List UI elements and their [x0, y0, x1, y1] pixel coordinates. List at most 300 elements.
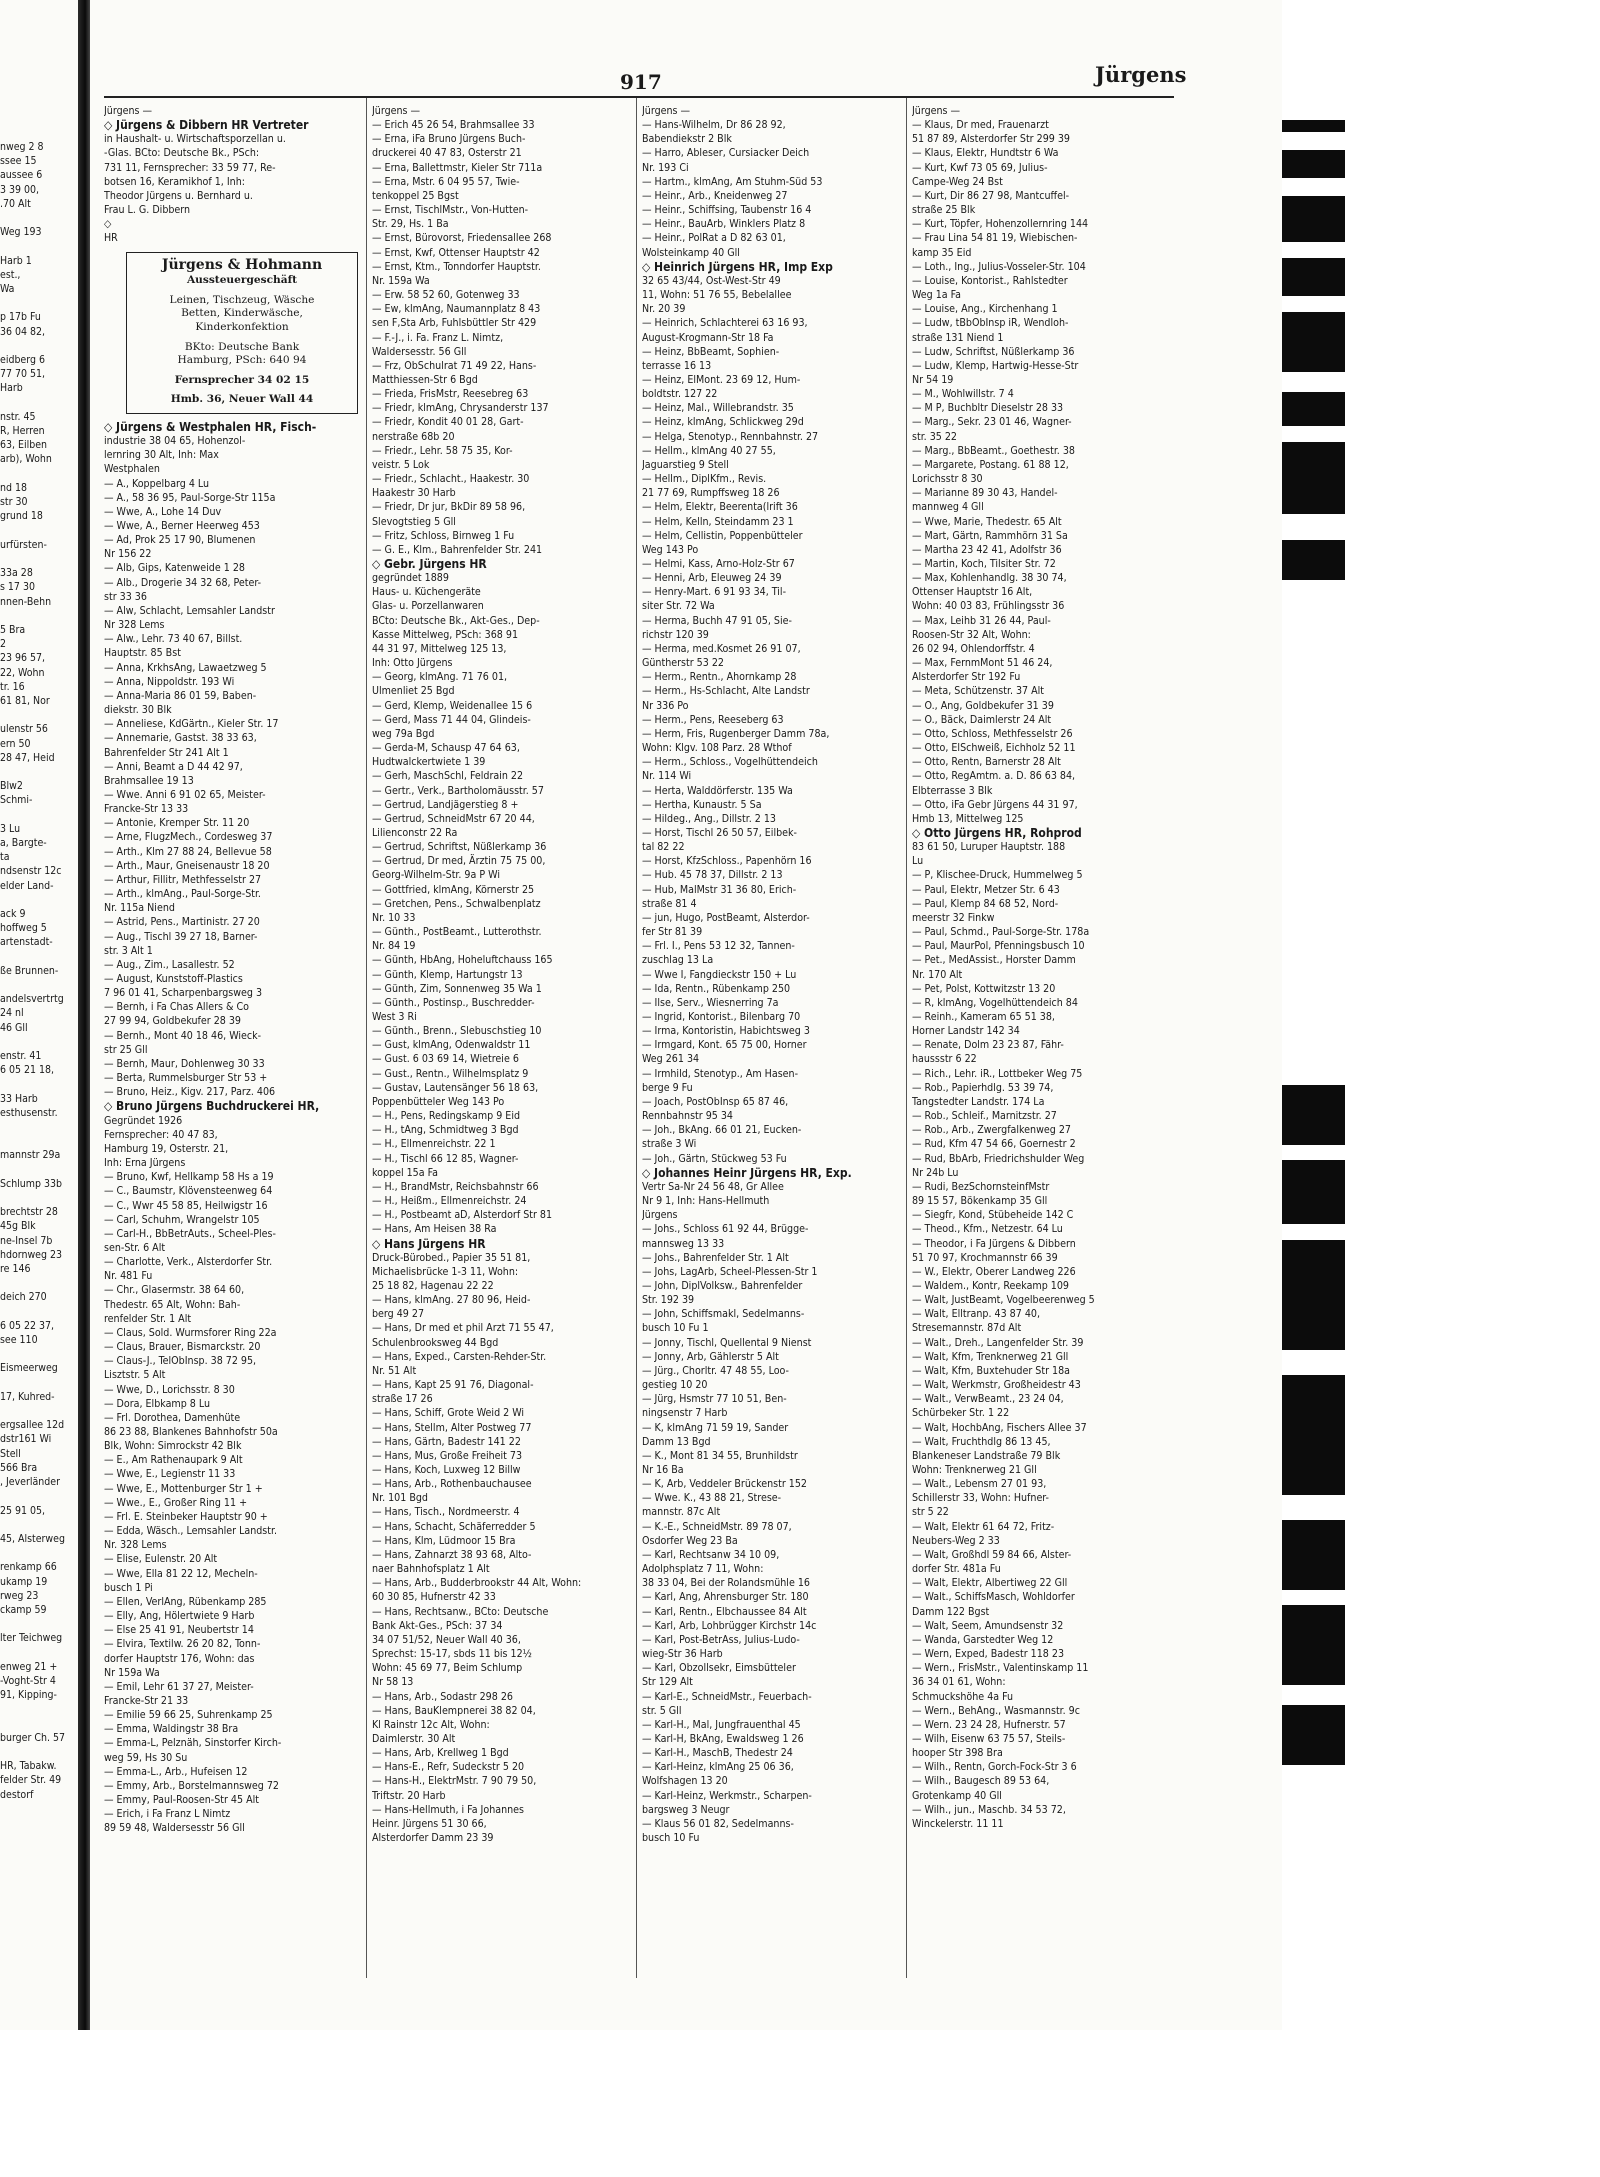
directory-entry: Schulenbrooksweg 44 Bgd [372, 1336, 499, 1349]
margin-fragment: brechtstr 28 [0, 1206, 58, 1219]
directory-entry: — Günth, HbAng, Hoheluftchauss 165 [372, 954, 553, 967]
directory-entry: — Meta, Schützenstr. 37 Alt [912, 685, 1045, 698]
directory-column-4 [912, 104, 1172, 1984]
directory-entry: haussstr 6 22 [912, 1053, 977, 1066]
margin-fragment: nd 18 [0, 481, 28, 494]
directory-entry: Weg 261 34 [642, 1053, 700, 1066]
directory-entry: — Jürg, Hsmstr 77 10 51, Ben- [642, 1393, 787, 1406]
margin-fragment: Schlump 33b [0, 1177, 63, 1190]
directory-entry: Wolsteinkamp 40 Gll [642, 246, 740, 259]
directory-entry: — Max, FernmMont 51 46 24, [912, 657, 1053, 670]
directory-entry: — Heinz, BbBeamt, Sophien- [642, 345, 780, 358]
directory-entry: — Ingrid, Kontorist., Bilenbarg 70 [642, 1011, 801, 1023]
directory-entry: — Hans, Dr med et phil Arzt 71 55 47, [372, 1322, 554, 1335]
margin-fragment [0, 1489, 78, 1503]
directory-entry: — Ernst, Ktm., Tonndorfer Hauptstr. [372, 260, 541, 273]
directory-entry: — Hellm., DiplKfm., Revis. [642, 473, 767, 486]
margin-fragment: ckamp 59 [0, 1603, 47, 1616]
directory-entry: — Wilh., Rentn, Gorch-Fock-Str 3 6 [912, 1761, 1077, 1774]
directory-entry: 32 65 43/44, Ost-West-Str 49 [642, 274, 781, 287]
directory-entry: — Friedr, klmAng, Chrysanderstr 137 [372, 402, 549, 415]
directory-entry: 51 87 89, Alsterdorfer Str 299 39 [912, 133, 1070, 146]
margin-fragment: grund 18 [0, 510, 43, 523]
directory-entry: straße 81 4 [642, 897, 697, 910]
directory-entry: — Rob., Papierhdlg. 53 39 74, [912, 1081, 1054, 1094]
directory-entry: -Glas. BCto: Deutsche Bk., PSch: [104, 147, 260, 160]
directory-entry: Nr 159a Wa [104, 1666, 160, 1679]
directory-entry: — Hans, Tisch., Nordmeerstr. 4 [372, 1506, 520, 1519]
directory-entry: — Wwe. K., 43 88 21, Strese- [642, 1492, 782, 1505]
margin-fragment: 36 04 82, [0, 325, 46, 338]
directory-entry: — H., Pens, Redingskamp 9 Eid [372, 1110, 521, 1123]
directory-entry: — Günth., Brenn., Slebuschstieg 10 [372, 1025, 542, 1038]
directory-entry: — Claus-J., TelObInsp. 38 72 95, [104, 1355, 257, 1368]
directory-entry: Haus- u. Küchengeräte [372, 586, 481, 599]
ad-company-name: Jürgens & Hohmann [161, 256, 323, 273]
directory-entry: 51 70 97, Krochmannstr 66 39 [912, 1251, 1058, 1264]
margin-fragment [0, 950, 78, 964]
directory-entry: — H., Postbeamt aD, Alsterdorf Str 81 [372, 1209, 553, 1222]
directory-entry: Nr. 159a Wa [372, 274, 430, 287]
directory-entry: Alsterdorfer Damm 23 39 [372, 1832, 494, 1845]
directory-entry: — Irmgard, Kont. 65 75 00, Horner [642, 1039, 807, 1052]
directory-entry: — Wwe, E., Legienstr 11 33 [104, 1468, 236, 1481]
scan-margin-right [1345, 0, 1600, 2177]
directory-entry: ◇ Otto Jürgens HR, Rohprod [912, 825, 1082, 840]
directory-entry: Wohn: Klgv. 108 Parz. 28 Wthof [642, 742, 792, 755]
directory-entry: — Ellen, VerlAng, Rübenkamp 285 [104, 1595, 267, 1608]
directory-entry: — Joh., BkAng. 66 01 21, Eucken- [642, 1124, 802, 1137]
directory-entry: — Otto, Rentn, Barnerstr 28 Alt [912, 756, 1061, 769]
directory-entry: ◇ Gebr. Jürgens HR [372, 557, 487, 571]
directory-entry: straße 131 Niend 1 [912, 331, 1004, 344]
directory-entry: — Wwe. Anni 6 91 02 65, Meister- [104, 788, 266, 801]
directory-entry: — Hans, BauKlempnerei 38 82 04, [372, 1704, 536, 1717]
directory-entry: — Hartm., klmAng, Am Stuhm-Süd 53 [642, 175, 823, 188]
directory-entry: — Bernh., Mont 40 18 46, Wieck- [104, 1029, 262, 1042]
directory-entry: — Rich., Lehr. iR., Lottbeker Weg 75 [912, 1067, 1083, 1080]
directory-entry: — Chr., Glasermstr. 38 64 60, [104, 1284, 245, 1297]
thumb-index-mark [1282, 258, 1345, 296]
directory-entry: — Arth., Maur, Gneisenaustr 18 20 [104, 859, 270, 872]
margin-fragment [0, 239, 78, 253]
directory-entry: 89 59 48, Waldersesstr 56 Gll [104, 1822, 245, 1835]
ad-line: Betten, Kinderwäsche, [181, 307, 303, 320]
directory-entry: — Walt, Elektr 61 64 72, Fritz- [912, 1520, 1055, 1533]
margin-fragment: Weg 193 [0, 226, 42, 239]
directory-entry: — Ernst, Kwf, Ottenser Hauptstr 42 [372, 246, 540, 259]
directory-entry: — Karl-Heinz, klmAng 25 06 36, [642, 1761, 794, 1774]
directory-entry: — Horst, Tischl 26 50 57, Eilbek- [642, 826, 797, 839]
margin-fragment [0, 211, 78, 225]
directory-entry: — Heinr., PolRat a D 82 63 01, [642, 232, 786, 245]
directory-entry: — O., Bäck, Daimlerstr 24 Alt [912, 713, 1052, 726]
directory-entry: Grotenkamp 40 Gll [912, 1789, 1002, 1802]
directory-entry: — Emma-L, Pelznäh, Sinstorfer Kirch- [104, 1737, 282, 1750]
directory-entry: 21 77 69, Rumpffsweg 18 26 [642, 487, 780, 500]
directory-entry: — Siegfr, Kond, Stübeheide 142 C [912, 1209, 1074, 1222]
directory-entry: — Gertrud, SchneidMstr 67 20 44, [372, 812, 535, 825]
margin-fragment [0, 765, 78, 779]
margin-fragment: nnen-Behn [0, 595, 52, 608]
thumb-index-mark [1282, 1240, 1345, 1350]
directory-entry: — Wwe, A., Lohe 14 Duv [104, 505, 222, 518]
margin-fragment [0, 978, 78, 992]
directory-entry: — Anna, Nippoldstr. 193 Wi [104, 675, 235, 688]
directory-entry: — Kurt, Kwf 73 05 69, Julius- [912, 161, 1048, 174]
directory-entry: — Theodor, i Fa Jürgens & Dibbern [912, 1237, 1076, 1250]
directory-entry: Str. 29, Hs. 1 Ba [372, 218, 449, 231]
margin-fragment [0, 1646, 78, 1660]
directory-entry: Jürgens — [912, 105, 961, 117]
directory-entry: — Gerd, Mass 71 44 04, Glindeis- [372, 713, 531, 726]
thumb-index-mark [1282, 120, 1345, 132]
margin-fragment: str 30 [0, 496, 28, 509]
margin-fragment: 28 47, Heid [0, 751, 55, 764]
directory-entry: — Hub. 45 78 37, Dillstr. 2 13 [642, 869, 783, 882]
directory-entry: — August, Kunststoff-Plastics [104, 973, 243, 985]
margin-fragment: Harb [0, 382, 23, 395]
directory-entry: — Walt., SchiffsMasch, Wohldorfer [912, 1591, 1075, 1604]
directory-entry: Lisztstr. 5 Alt [104, 1369, 166, 1382]
directory-entry: kamp 35 Eid [912, 246, 972, 259]
directory-entry: — Walt, JustBeamt, Vogelbeerenweg 5 [912, 1294, 1095, 1307]
directory-entry: August-Krogmann-Str 18 Fa [642, 331, 774, 344]
directory-entry: — Gertrud, Dr med, Ärztin 75 75 00, [372, 855, 546, 868]
directory-entry: Gegründet 1926 [104, 1114, 183, 1127]
ad-bank: BKto: Deutsche Bank [184, 340, 300, 353]
margin-fragment [0, 708, 78, 722]
margin-fragment: see 110 [0, 1334, 38, 1347]
directory-entry: — Erich 45 26 54, Brahmsallee 33 [372, 119, 535, 132]
directory-entry: terrasse 16 13 [642, 359, 712, 372]
directory-entry: — Wilh., Baugesch 89 53 64, [912, 1775, 1050, 1788]
directory-entry: — Günth., PostBeamt., Lutterothstr. [372, 926, 542, 939]
directory-entry: — jun, Hugo, PostBeamt, Alsterdor- [642, 911, 810, 924]
margin-fragment [0, 1717, 78, 1731]
directory-entry: 34 07 51/52, Neuer Wall 40 36, [372, 1633, 521, 1646]
directory-entry: Hamburg 19, Osterstr. 21, [104, 1142, 229, 1155]
directory-entry: — Gottfried, klmAng, Körnerstr 25 [372, 883, 535, 896]
directory-entry: Brahmsallee 19 13 [104, 774, 194, 787]
directory-entry: — Hans, Zahnarzt 38 93 68, Alto- [372, 1548, 532, 1561]
margin-fragment: 22, Wohn [0, 666, 45, 679]
directory-entry: diekstr. 30 Blk [104, 704, 172, 717]
directory-entry: Str 129 Alt [642, 1676, 693, 1689]
directory-entry: — Wern., BehAng., Wasmannstr. 9c [912, 1704, 1080, 1717]
directory-entry: — Aug., Zim., Lasallestr. 52 [104, 958, 235, 971]
directory-entry: Lorichsstr 8 30 [912, 473, 983, 486]
directory-entry: Bank Akt-Ges., PSch: 37 34 [372, 1619, 503, 1632]
directory-entry: Schürbeker Str. 1 22 [912, 1407, 1010, 1420]
directory-entry: Druck-Bürobed., Papier 35 51 81, [372, 1251, 531, 1264]
directory-entry: Roosen-Str 32 Alt, Wohn: [912, 628, 1031, 641]
thumb-index-mark [1282, 1085, 1345, 1145]
directory-entry: — Emilie 59 66 25, Suhrenkamp 25 [104, 1709, 273, 1722]
margin-fragment [0, 1134, 78, 1148]
margin-fragment [0, 1120, 78, 1134]
directory-entry: — A., 58 36 95, Paul-Sorge-Str 115a [104, 491, 276, 504]
margin-fragment: 46 Gll [0, 1021, 28, 1034]
directory-entry: Neubers-Weg 2 33 [912, 1534, 1000, 1547]
ad-phone: Fernsprecher 34 02 15 [174, 373, 310, 386]
directory-entry: ◇ Hans Jürgens HR [372, 1236, 486, 1251]
directory-entry: — Alw, Schlacht, Lemsahler Landstr [104, 604, 275, 617]
directory-entry: Michaelisbrücke 1-3 11, Wohn: [372, 1265, 519, 1278]
directory-entry: — Walt., VerwBeamt., 23 24 04, [912, 1393, 1064, 1406]
directory-entry: — Walt., Dreh., Langenfelder Str. 39 [912, 1336, 1084, 1349]
directory-entry: — Anneliese, KdGärtn., Kieler Str. 17 [104, 718, 279, 731]
directory-entry: — Wwe, Ella 81 22 12, Mecheln- [104, 1567, 258, 1580]
directory-entry: — John, DiplVolksw., Bahrenfelder [642, 1279, 803, 1292]
margin-fragment [0, 1163, 78, 1177]
margin-fragment: R, Herren [0, 425, 45, 438]
directory-entry: busch 1 Pi [104, 1581, 153, 1594]
directory-entry: Tangstedter Landstr. 174 La [912, 1095, 1045, 1108]
directory-entry: — Carl-H., BbBetrAuts., Scheel-Ples- [104, 1227, 276, 1240]
directory-entry: — Marg., Sekr. 23 01 46, Wagner- [912, 416, 1072, 429]
margin-fragment: Stell [0, 1447, 21, 1460]
margin-fragment [0, 1077, 78, 1091]
directory-entry: — Ew, klmAng, Naumannplatz 8 43 [372, 303, 541, 316]
margin-fragment: -Voght-Str 4 [0, 1674, 56, 1687]
directory-entry: Damm 122 Bgst [912, 1605, 990, 1618]
thumb-index-mark [1282, 1605, 1345, 1685]
directory-entry: — Martha 23 42 41, Adolfstr 36 [912, 543, 1062, 556]
margin-fragment [0, 296, 78, 310]
directory-entry: — Helm, Cellistin, Poppenbütteler [642, 529, 803, 542]
directory-entry: — A., Koppelbarg 4 Lu [104, 477, 210, 490]
directory-entry: — Otto, RegAmtm. a. D. 86 63 84, [912, 770, 1076, 783]
directory-entry: — Kurt, Dir 86 27 98, Mantcuffel- [912, 189, 1070, 202]
directory-entry: Hudtwalckertwiete 1 39 [372, 756, 486, 769]
header-rule [104, 96, 1174, 98]
directory-entry: — H., Heißm., Ellmenreichstr. 24 [372, 1195, 527, 1208]
directory-entry: — Bruno, Kwf, Hellkamp 58 Hs a 19 [104, 1171, 274, 1184]
directory-entry: Wohn: Trenknerweg 21 Gll [912, 1464, 1037, 1476]
directory-entry: — Helm, Kelln, Steindamm 23 1 [642, 515, 794, 528]
ad-address: Hmb. 36, Neuer Wall 44 [170, 393, 314, 406]
directory-entry: Güntherstr 53 22 [642, 657, 724, 670]
directory-entry: — Marianne 89 30 43, Handel- [912, 487, 1058, 500]
margin-fragment [0, 1035, 78, 1049]
running-head: Jürgens [1095, 62, 1187, 87]
directory-entry: — Henry-Mart. 6 91 93 34, Til- [642, 586, 787, 599]
directory-entry: Nr 54 19 [912, 373, 954, 386]
thumb-index-mark [1282, 196, 1345, 242]
directory-entry: richstr 120 39 [642, 628, 709, 641]
directory-entry: bargsweg 3 Neugr [642, 1803, 730, 1816]
margin-fragment [0, 1702, 78, 1716]
directory-entry: — Marg., BbBeamt., Goethestr. 38 [912, 444, 1075, 457]
directory-entry: — Herma, med.Kosmet 26 91 07, [642, 642, 801, 655]
directory-entry: str. 3 Alt 1 [104, 944, 153, 957]
ad-line: Leinen, Tischzeug, Wäsche [169, 293, 315, 306]
directory-entry: — John, Schiffsmakl, Sedelmanns- [642, 1308, 805, 1321]
margin-fragment [0, 609, 78, 623]
directory-entry: — Joach, PostObInsp 65 87 46, [642, 1095, 789, 1108]
directory-entry: — Hans-E., Refr, Sudeckstr 5 20 [372, 1761, 525, 1774]
directory-entry: — Wilh., jun., Maschb. 34 53 72, [912, 1803, 1066, 1816]
directory-entry: — Arth., Klm 27 88 24, Bellevue 58 [104, 845, 272, 858]
directory-entry: — Pet., MedAssist., Horster Damm [912, 954, 1076, 967]
margin-fragment: enweg 21 + [0, 1660, 58, 1673]
thumb-index-mark [1282, 540, 1345, 580]
directory-entry: straße 25 Blk [912, 204, 976, 217]
directory-entry: Thedestr. 65 Alt, Wohn: Bah- [104, 1298, 241, 1311]
directory-entry: mannweg 4 Gll [912, 501, 984, 514]
directory-entry: — Wilh, Eisenw 63 75 57, Steils- [912, 1732, 1066, 1745]
directory-entry: — Alb., Drogerie 34 32 68, Peter- [104, 576, 262, 589]
directory-entry: — Walt, Werkmstr, Großheidestr 43 [912, 1379, 1081, 1392]
directory-entry: str 5 22 [912, 1506, 949, 1519]
directory-entry: — Hans, Rechtsanw., BCto: Deutsche [372, 1605, 549, 1618]
directory-entry: 89 15 57, Bökenkamp 35 Gll [912, 1195, 1048, 1208]
directory-entry: — Ida, Rentn., Rübenkamp 250 [642, 982, 791, 995]
margin-fragment [0, 1546, 78, 1560]
directory-entry: — Martin, Koch, Tilsiter Str. 72 [912, 558, 1056, 570]
directory-entry: West 3 Ri [372, 1011, 417, 1023]
directory-entry: — F.-J., i. Fa. Franz L. Nimtz, [372, 331, 504, 344]
directory-entry: — Otto, iFa Gebr Jürgens 44 31 97, [912, 798, 1078, 811]
directory-entry: — Walt, Kfm, Trenknerweg 21 Gll [912, 1350, 1069, 1363]
directory-entry: — Gerda-M, Schausp 47 64 63, [372, 742, 520, 755]
directory-entry: — Elise, Eulenstr. 20 Alt [104, 1553, 218, 1566]
directory-entry: — H., BrandMstr, Reichsbahnstr 66 [372, 1180, 539, 1193]
directory-entry: Ulmenliet 25 Bgd [372, 685, 455, 698]
directory-entry: — Jonny, Tischl, Quellental 9 Nienst [642, 1336, 812, 1349]
directory-entry: Nr. 328 Lems [104, 1539, 167, 1552]
directory-entry: 26 02 94, Ohlendorffstr. 4 [912, 642, 1035, 655]
directory-entry: Wohn: 45 69 77, Beim Schlump [372, 1662, 523, 1675]
directory-entry: mannstr. 87c Alt [642, 1506, 721, 1519]
margin-fragment [0, 1276, 78, 1290]
column-divider [366, 98, 367, 1978]
directory-entry: — Erw. 58 52 60, Gotenweg 33 [372, 289, 520, 302]
directory-entry: lernring 30 Alt, Inh: Max [104, 449, 219, 462]
directory-entry: — Helmi, Kass, Arno-Holz-Str 67 [642, 558, 795, 570]
margin-fragment [0, 808, 78, 822]
directory-entry: — Helm, Elektr, Beerenta(lrift 36 [642, 501, 798, 514]
directory-entry: — Hans, Gärtn, Badestr 141 22 [372, 1435, 521, 1448]
directory-entry: — Paul, Klemp 84 68 52, Nord- [912, 897, 1059, 910]
directory-entry: — G. E., Klm., Bahrenfelder Str. 241 [372, 543, 543, 556]
margin-fragment [0, 523, 78, 537]
directory-entry: — C., Baumstr, Klövensteenweg 64 [104, 1185, 273, 1198]
directory-entry: busch 10 Fu 1 [642, 1322, 709, 1335]
margin-fragment: 566 Bra [0, 1461, 38, 1474]
margin-fragment [0, 1347, 78, 1361]
page-number: 917 [620, 70, 662, 94]
margin-fragment: 63, Eilben [0, 439, 48, 452]
margin-fragment: arb), Wohn [0, 453, 52, 466]
directory-entry: — Rud, BbArb, Friedrichshulder Weg [912, 1152, 1085, 1165]
directory-entry: Osdorfer Weg 23 Ba [642, 1534, 738, 1547]
directory-entry: — Heinz, ElMont. 23 69 12, Hum- [642, 373, 801, 386]
margin-fragment: elder Land- [0, 879, 54, 892]
directory-column-2 [372, 104, 632, 1984]
directory-entry: — Ernst, Bürovorst, Friedensallee 268 [372, 232, 552, 245]
directory-entry: — Hub, MalMstr 31 36 80, Erich- [642, 883, 797, 896]
directory-entry: — Bruno, Heiz., Kigv. 217, Parz. 406 [104, 1086, 276, 1099]
thumb-index-mark [1282, 1375, 1345, 1495]
directory-entry: Nr. 481 Fu [104, 1270, 153, 1283]
margin-fragment [0, 1376, 78, 1390]
directory-entry: — Heinr., Schiffsing, Taubenstr 16 4 [642, 204, 812, 217]
directory-entry: — Rob., Arb., Zwergfalkenweg 27 [912, 1124, 1071, 1137]
directory-entry: boldtstr. 127 22 [642, 388, 718, 401]
directory-entry: Wohn: 40 03 83, Frühlingsstr 36 [912, 600, 1065, 613]
directory-entry: Jürgens [642, 1209, 678, 1222]
margin-fragment: nweg 2 8 [0, 141, 44, 153]
margin-fragment: .70 Alt [0, 197, 31, 210]
directory-entry: 44 31 97, Mittelweg 125 13, [372, 642, 507, 655]
directory-entry: Slevogtstieg 5 Gll [372, 515, 456, 528]
directory-entry: — Hans, Kapt 25 91 76, Diagonal- [372, 1379, 534, 1392]
directory-entry: — Else 25 41 91, Neubertstr 14 [104, 1624, 254, 1637]
directory-entry: Nr 24b Lu [912, 1166, 959, 1179]
margin-fragment: Wa [0, 283, 15, 296]
directory-entry: — Edda, Wäsch., Lemsahler Landstr. [104, 1525, 277, 1538]
directory-entry: 86 23 88, Blankenes Bahnhofstr 50a [104, 1426, 278, 1438]
directory-entry: — Günth, Klemp, Hartungstr 13 [372, 968, 523, 981]
directory-entry: Lu [912, 855, 924, 868]
directory-entry: — Loth., Ing., Julius-Vosseler-Str. 104 [912, 260, 1086, 273]
directory-entry: — Karl, Ang, Ahrensburger Str. 180 [642, 1591, 809, 1604]
directory-entry: — Bernh, i Fa Chas Allers & Co [104, 1001, 249, 1014]
directory-entry: — Johs., Schloss 61 92 44, Brügge- [642, 1223, 809, 1236]
directory-entry: — Gertrud, Landjägerstieg 8 + [372, 798, 519, 811]
directory-entry: — Frl. I., Pens 53 12 32, Tannen- [642, 940, 795, 953]
margin-fragment: Blw2 [0, 780, 23, 793]
directory-entry: — Hans, Klm, Lüdmoor 15 Bra [372, 1534, 516, 1547]
directory-entry: 731 11, Fernsprecher: 33 59 77, Re- [104, 161, 276, 174]
margin-fragment [0, 1191, 78, 1205]
margin-fragment: 3 Lu [0, 822, 21, 835]
previous-page-margin [0, 140, 78, 1930]
directory-entry: — Ernst, TischlMstr., Von-Hutten- [372, 204, 529, 217]
directory-entry: — Joh., Gärtn, Stückweg 53 Fu [642, 1152, 787, 1165]
directory-entry: — Karl, Obzollsekr, Eimsbütteler [642, 1662, 796, 1675]
directory-entry: — Hans-H., ElektrMstr. 7 90 79 50, [372, 1775, 537, 1788]
directory-entry: — Walt, Kfm, Buxtehuder Str 18a [912, 1364, 1070, 1377]
directory-entry: str. 35 22 [912, 430, 957, 443]
margin-fragment: artenstadt- [0, 936, 53, 949]
margin-fragment: 23 96 57, [0, 652, 46, 665]
thumb-index-mark [1282, 392, 1345, 426]
directory-entry: Schmuckshöhe 4a Fu [912, 1690, 1014, 1703]
directory-entry: gegründet 1889 [372, 572, 449, 585]
directory-entry: siter Str. 72 Wa [642, 600, 715, 613]
directory-entry: 60 30 85, Hufnerstr 42 33 [372, 1591, 496, 1604]
directory-entry: hooper Str 398 Bra [912, 1747, 1003, 1760]
directory-entry: — Ad, Prok 25 17 90, Blumenen [104, 534, 256, 547]
directory-entry: — R, klmAng, Vogelhüttendeich 84 [912, 996, 1078, 1009]
margin-fragment: 17, Kuhred- [0, 1390, 55, 1403]
directory-entry: — Heinz, Mal., Willebrandstr. 35 [642, 402, 794, 415]
directory-entry: — Carl, Schuhm, Wrangelstr 105 [104, 1213, 260, 1226]
thumb-index-mark [1282, 442, 1345, 514]
directory-entry: — Elvira, Textilw. 26 20 82, Tonn- [104, 1638, 261, 1651]
directory-entry: — Ludw, Klemp, Hartwig-Hesse-Str [912, 359, 1079, 372]
margin-fragment: ukamp 19 [0, 1575, 48, 1588]
directory-entry: 83 61 50, Luruper Hauptstr. 188 [912, 841, 1066, 854]
directory-entry: ◇ Jürgens & Westphalen HR, Fisch- [104, 419, 317, 434]
directory-entry: — Wwe, E., Mottenburger Str 1 + [104, 1482, 263, 1495]
directory-entry: — Wwe, Marie, Thedestr. 65 Alt [912, 515, 1062, 528]
directory-entry: — Emil, Lehr 61 37 27, Meister- [104, 1680, 254, 1693]
directory-entry: Inh: Erna Jürgens [104, 1157, 186, 1170]
